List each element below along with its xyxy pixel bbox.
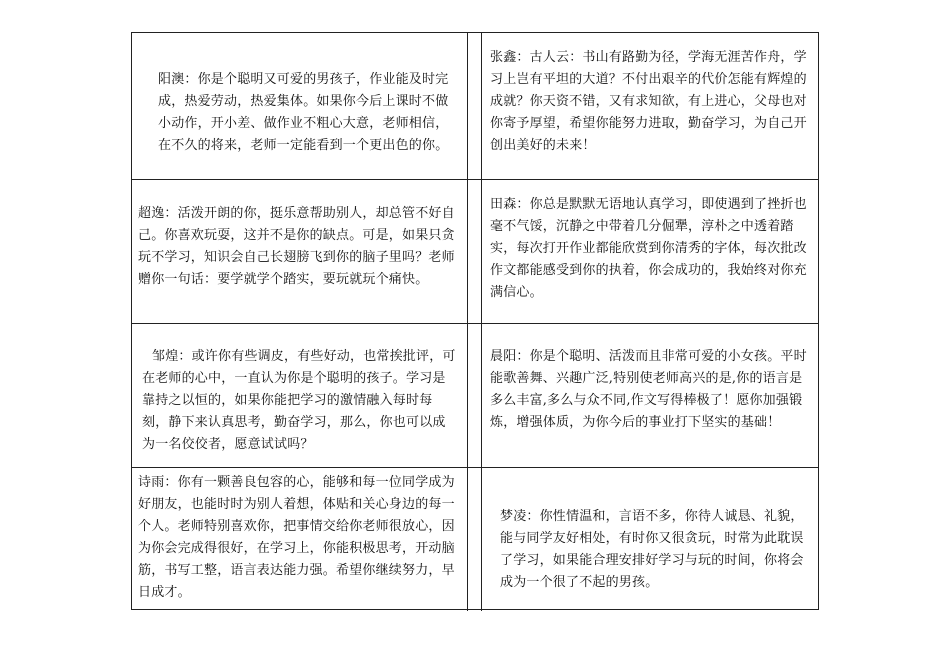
comment-text-chenyang: 晨阳：你是个聪明、活泼而且非常可爱的小女孩。平时能歌善舞、兴趣广泛,特别使老师高兴的是,你的语言是多么丰富,多么与众不同,作文写得棒极了！愿你加强锻炼，增强体质，为你今后的事业打下坚实的基础！ xyxy=(490,349,807,430)
comment-text-mengling: 梦凌：你性情温和，言语不多，你待人诚恳、礼貌，能与同学友好相处，有时你又很贪玩，时常为此耽误了学习，如果能合理安排好学习与玩的时间，你将会成为一个很了不起的男孩。 xyxy=(500,509,804,590)
comment-cell xyxy=(132,180,468,323)
column-divider xyxy=(468,324,482,467)
comment-text-tiansen: 田森：你总是默默无语地认真学习，即使遇到了挫折也毫不气馁，沉静之中带着几分倔犟，淳朴之中透着踏实，每次打开作业都能欣赏到你清秀的字体，每次批改作文都能感受到你的执着，你会成功的，我始终对你充满信心。 xyxy=(490,197,807,300)
comment-text-shiyu: 诗雨：你有一颗善良包容的心，能够和每一位同学成为好朋友，也能时时为别人着想，体贴和关心身边的每一个人。老师特别喜欢你，把事情交给你老师很放心，因为你会完成得很好，在学习上，你能积极思考，开动脑筋，书写工整，语言表达能力强。希望你继续努力，早日成才。 xyxy=(138,475,455,600)
comment-text-yangao: 阳澳：你是个聪明又可爱的男孩子，作业能及时完成，热爱劳动，热爱集体。如果你今后上课时不做小动作，开小差、做作业不粗心大意，老师相信，在不久的将来，老师一定能看到一个更出色的你。 xyxy=(158,72,449,153)
column-divider xyxy=(468,33,482,179)
table-row xyxy=(132,467,818,611)
comment-text-chaoyi: 超逸：活泼开朗的你，挺乐意帮助别人，却总管不好自己。你喜欢玩耍，这并不是你的缺点。可是，如果只贪玩不学习，知识会自己长翅膀飞到你的脑子里吗？老师赠你一句话：要学就学个踏实，要玩就玩个痛快。 xyxy=(138,206,455,287)
column-divider xyxy=(468,468,482,611)
comment-cell xyxy=(132,324,468,467)
comments-table xyxy=(131,32,819,610)
comment-cell xyxy=(132,33,468,179)
comment-cell xyxy=(482,180,818,323)
comment-cell xyxy=(482,33,818,179)
comment-cell xyxy=(132,468,468,611)
comment-cell xyxy=(482,468,818,611)
table-row xyxy=(132,323,818,467)
column-divider xyxy=(468,180,482,323)
comment-text-zouhuang: 邹煌：或许你有些调皮，有些好动，也常挨批评，可在老师的心中，一直认为你是个聪明的孩子。学习是靠持之以恒的，如果你能把学习的激情融入每时每刻，静下来认真思考，勤奋学习，那么，你也可以成为一名佼佼者，愿意试试吗？ xyxy=(142,349,456,452)
table-row xyxy=(132,33,818,179)
table-row xyxy=(132,179,818,323)
comment-text-zhangxin: 张鑫：古人云：书山有路勤为径，学海无涯苦作舟，学习上岂有平坦的大道？不付出艰辛的代价怎能有辉煌的成就？你天资不错，又有求知欲，有上进心，父母也对你寄予厚望，希望你能努力进取，勤奋学习，为自己开创出美好的未来！ xyxy=(490,50,807,153)
comment-cell xyxy=(482,324,818,467)
